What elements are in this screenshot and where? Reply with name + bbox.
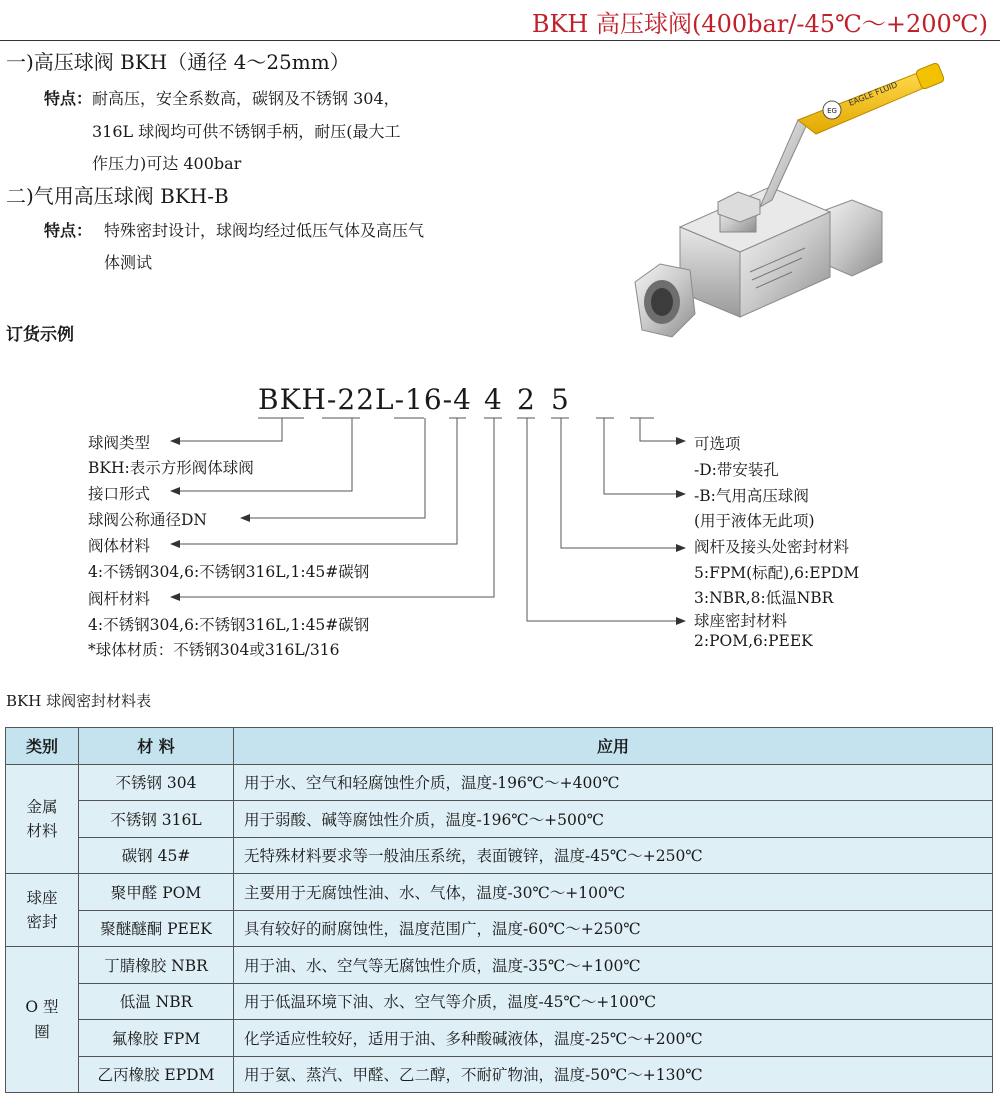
material-cell: 碳钢 45# xyxy=(79,837,234,874)
category-metal: 金属 材料 xyxy=(6,764,79,874)
application-cell: 用于弱酸、碱等腐蚀性介质，温度-196℃～+500℃ xyxy=(234,801,993,838)
section2-feature-label: 特点： xyxy=(44,221,93,240)
label-stem-seal-options-2: 3:NBR,8:低温NBR xyxy=(694,589,834,607)
model-code-seat: 2 xyxy=(517,383,536,416)
label-nominal-size: 球阀公称通径DN xyxy=(88,511,207,529)
header-divider xyxy=(0,40,1000,41)
application-cell: 用于氨、蒸汽、甲醛、乙二醇，不耐矿物油，温度-50℃～+130℃ xyxy=(234,1056,993,1093)
label-seat-seal-options: 2:POM,6:PEEK xyxy=(694,632,813,650)
section2-feature-line: 特殊密封设计，球阀均经过低压气体及高压气 xyxy=(104,221,425,240)
table-row xyxy=(6,874,993,911)
section1-feature-line: 316L 球阀均可供不锈钢手柄，耐压(最大工 xyxy=(92,122,401,141)
table-header-row xyxy=(6,728,993,765)
material-cell: 不锈钢 316L xyxy=(79,801,234,838)
seal-material-table xyxy=(5,727,993,1093)
label-body-material-options: 4:不锈钢304,6:不锈钢316L,1:45#碳钢 xyxy=(88,563,370,581)
page-title: BKH 高压球阀(400bar/-45℃～+200℃) xyxy=(531,10,988,38)
header-application: 应用 xyxy=(234,728,993,765)
header-material: 材 料 xyxy=(79,728,234,765)
section1-feature-line: 耐高压，安全系数高，碳钢及不锈钢 304， xyxy=(92,89,400,108)
label-stem-seal: 阀杆及接头处密封材料 xyxy=(694,538,850,556)
label-stem-material: 阀杆材料 xyxy=(88,590,151,608)
application-cell: 主要用于无腐蚀性油、水、气体，温度-30℃～+100℃ xyxy=(234,874,993,911)
label-option-b: -B:气用高压球阀 xyxy=(694,487,809,505)
order-example-title: 订货示例 xyxy=(6,325,74,345)
material-cell: 乙丙橡胶 EPDM xyxy=(79,1056,234,1093)
section2-title: 二)气用高压球阀 BKH-B xyxy=(6,184,229,208)
section1-feature-label: 特点： xyxy=(44,89,93,108)
label-ball-material: *球体材质：不锈钢304或316L/316 xyxy=(88,641,340,659)
table-row xyxy=(6,910,993,947)
seal-table-title: BKH 球阀密封材料表 xyxy=(6,692,152,710)
section1-feature-line: 作压力)可达 400bar xyxy=(92,154,242,173)
table-row xyxy=(6,837,993,874)
handle-logo-text: EG xyxy=(827,107,837,115)
label-option-b-note: (用于液体无此项) xyxy=(694,512,815,530)
header-category: 类别 xyxy=(6,728,79,765)
section2-feature-line: 体测试 xyxy=(104,253,153,272)
material-cell: 氟橡胶 FPM xyxy=(79,1020,234,1057)
application-cell: 用于低温环境下油、水、空气等介质，温度-45℃～+100℃ xyxy=(234,983,993,1020)
label-valve-type: 球阀类型 xyxy=(88,434,151,452)
application-cell: 用于油、水、空气等无腐蚀性介质，温度-35℃～+100℃ xyxy=(234,947,993,984)
model-code-seal: 5 xyxy=(551,383,570,416)
application-cell: 具有较好的耐腐蚀性，温度范围广，温度-60℃～+250℃ xyxy=(234,910,993,947)
label-connection: 接口形式 xyxy=(88,485,151,503)
table-row xyxy=(6,1056,993,1093)
model-code-base: BKH-22L-16-4 xyxy=(258,383,472,416)
application-cell: 化学适应性较好，适用于油、多种酸碱液体，温度-25℃～+200℃ xyxy=(234,1020,993,1057)
label-stem-material-options: 4:不锈钢304,6:不锈钢316L,1:45#碳钢 xyxy=(88,616,370,634)
material-cell: 聚醚醚酮 PEEK xyxy=(79,910,234,947)
category-seat-seal: 球座 密封 xyxy=(6,874,79,947)
handle-brand-text: EAGLE FLUID xyxy=(847,80,899,108)
ball-valve-image xyxy=(620,52,990,352)
model-code-stem: 4 xyxy=(484,383,503,416)
label-option-d: -D:带安装孔 xyxy=(694,461,779,479)
table-row xyxy=(6,983,993,1020)
application-cell: 无特殊材料要求等一般油压系统，表面镀锌，温度-45℃～+250℃ xyxy=(234,837,993,874)
label-valve-type-desc: BKH:表示方形阀体球阀 xyxy=(88,459,254,477)
category-o-ring: O 型 圈 xyxy=(6,947,79,1093)
label-options: 可选项 xyxy=(694,435,741,453)
label-stem-seal-options: 5:FPM(标配),6:EPDM xyxy=(694,564,860,582)
section1-title: 一)高压球阀 BKH（通径 4～25mm） xyxy=(6,50,350,74)
table-row xyxy=(6,947,993,984)
material-cell: 丁腈橡胶 NBR xyxy=(79,947,234,984)
application-cell: 用于水、空气和轻腐蚀性介质，温度-196℃～+400℃ xyxy=(234,764,993,801)
material-cell: 不锈钢 304 xyxy=(79,764,234,801)
label-body-material: 阀体材料 xyxy=(88,537,151,555)
label-seat-seal: 球座密封材料 xyxy=(694,612,788,630)
table-row xyxy=(6,764,993,801)
table-row xyxy=(6,1020,993,1057)
material-cell: 聚甲醛 POM xyxy=(79,874,234,911)
table-row xyxy=(6,801,993,838)
material-cell: 低温 NBR xyxy=(79,983,234,1020)
